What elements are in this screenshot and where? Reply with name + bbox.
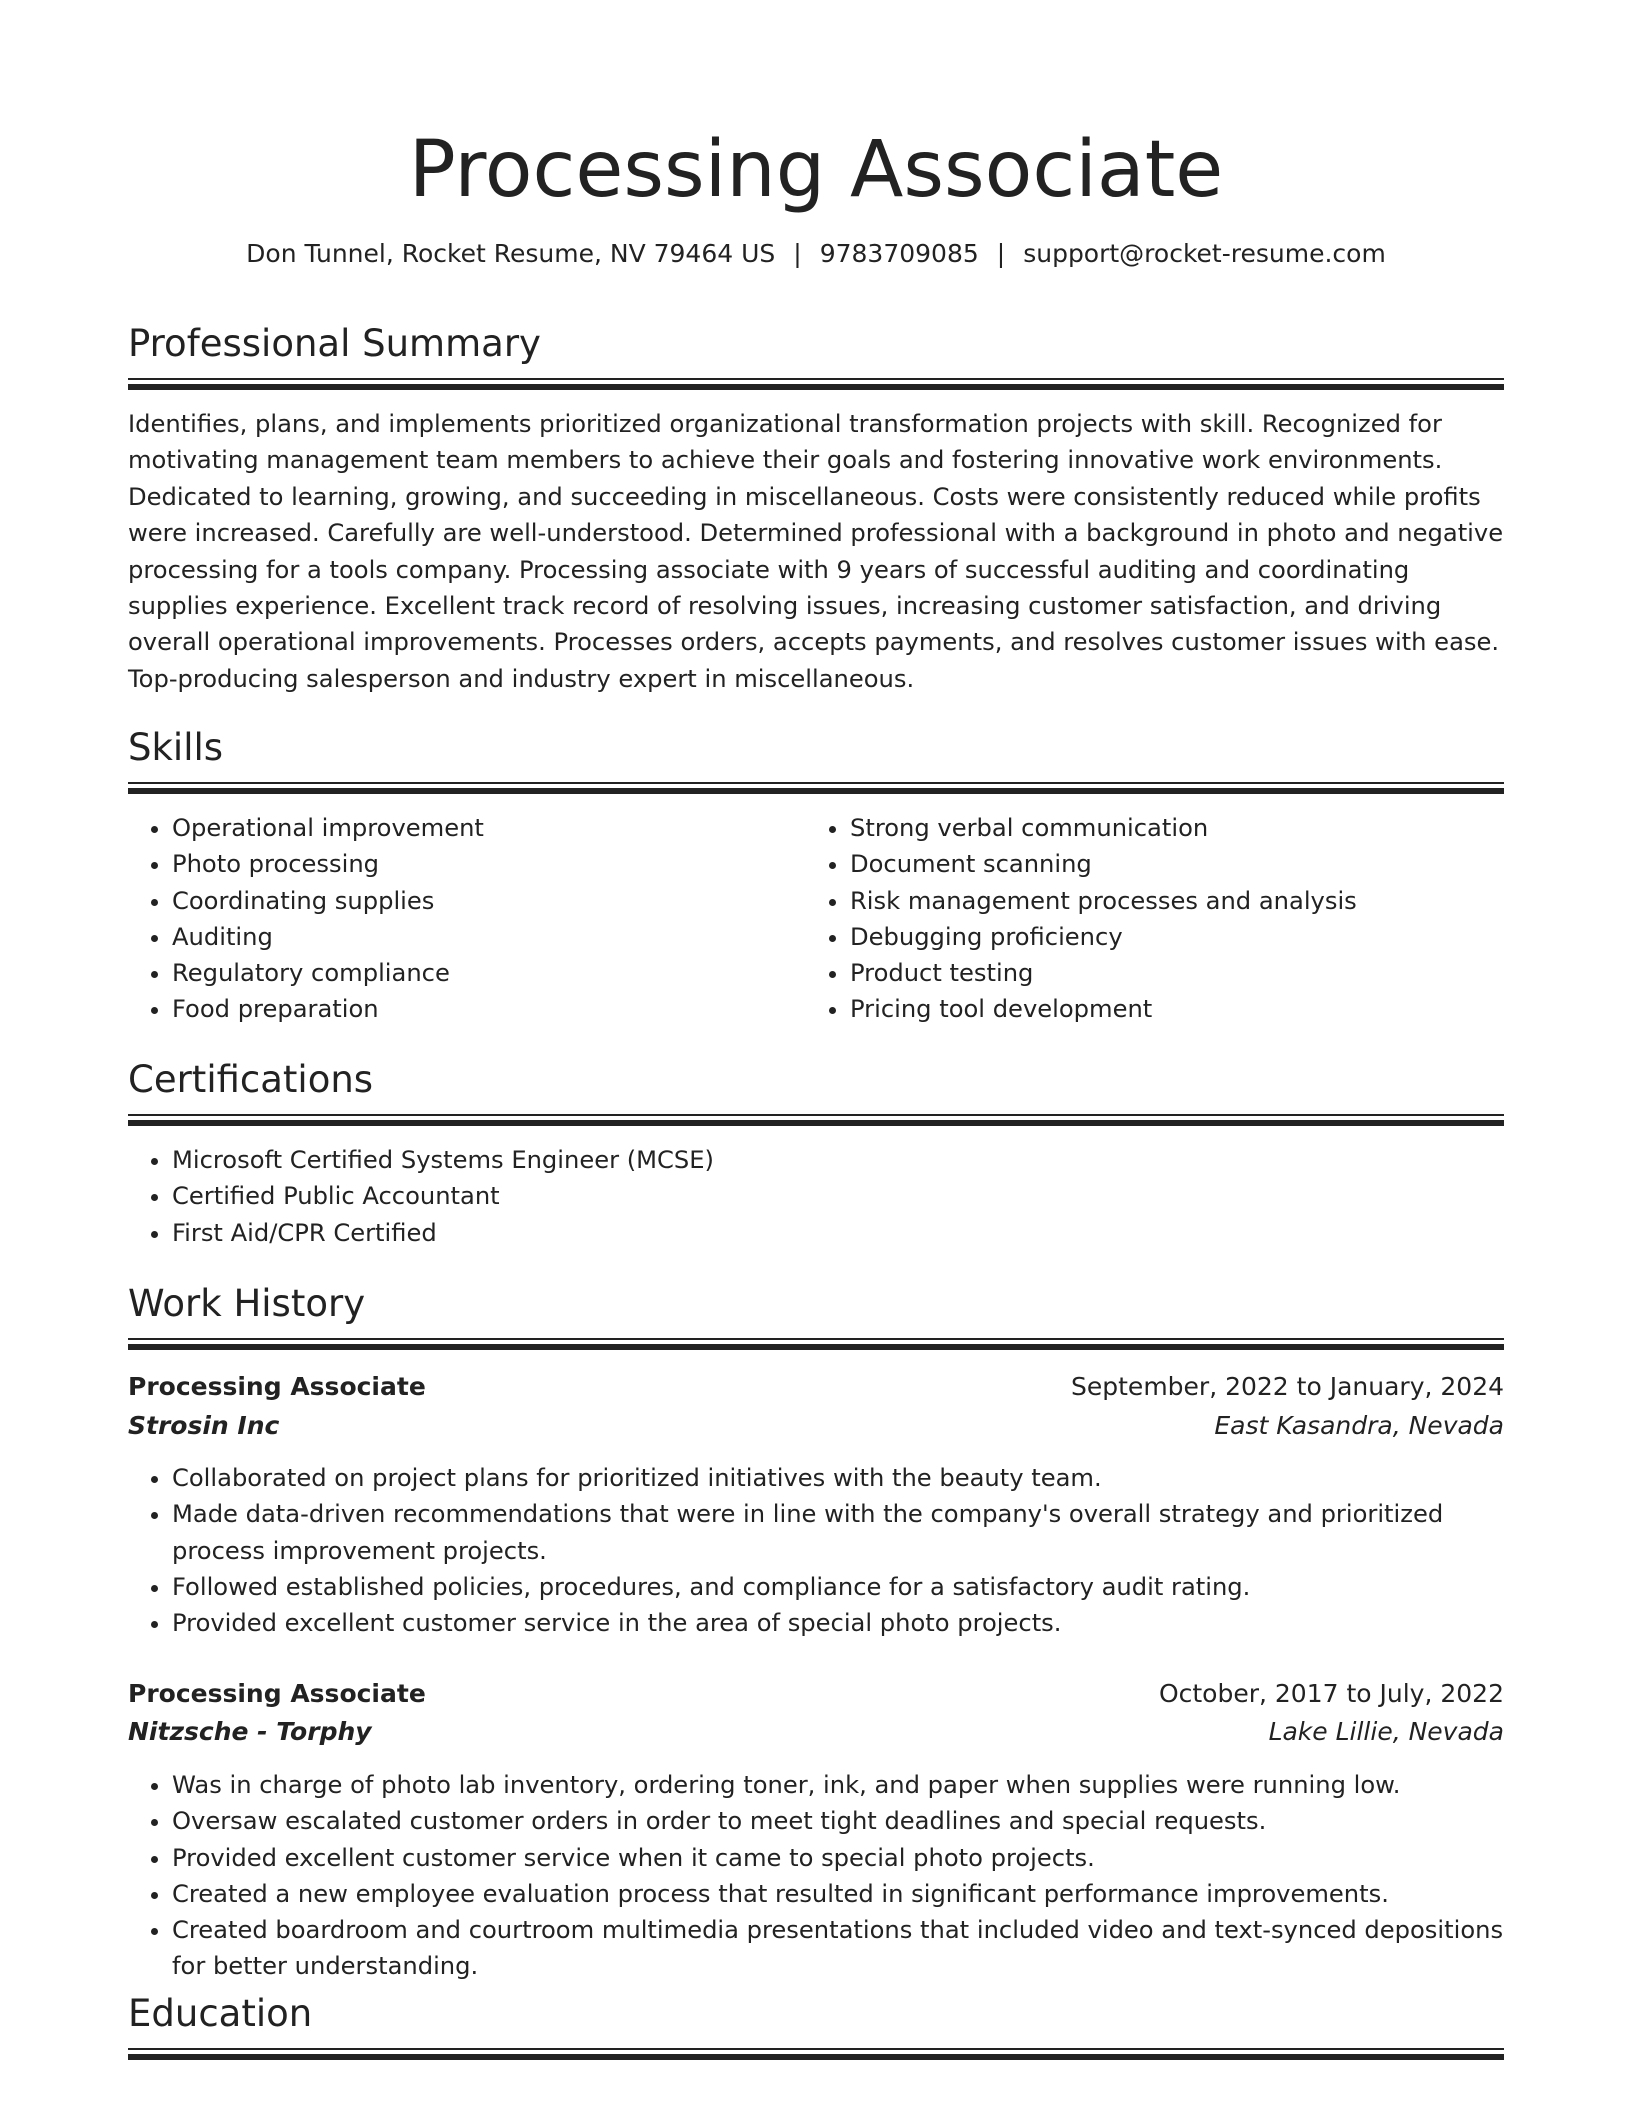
skill-item: • Photo processing (172, 846, 788, 882)
skills-list (128, 810, 788, 1028)
job-title: Processing Associate (128, 1372, 426, 1401)
job-duty-item: • Oversaw escalated customer orders in order to meet tight deadlines and special requests. (172, 1803, 1504, 1839)
job-duties (128, 1460, 1504, 1641)
job-company: Nitzsche - Torphy (128, 1717, 372, 1746)
resume-title: Processing Associate (408, 125, 1224, 215)
certifications-list (128, 1142, 1504, 1251)
section-divider (128, 782, 1504, 794)
job-duty-item: • Provided excellent customer service when it came to special photo projects. (172, 1840, 1504, 1876)
certification-item: • Microsoft Certified Systems Engineer (MCSE) (172, 1142, 1504, 1178)
job-duties-list (128, 1767, 1504, 1985)
section-heading-certifications (128, 1056, 1504, 1104)
skill-item: • Debugging proficiency (850, 919, 1466, 955)
job-header (128, 1674, 1504, 1714)
job-duty-item: • Was in charge of photo lab inventory, ordering toner, ink, and paper when supplies were running low. (172, 1767, 1504, 1803)
job-dates: October, 2017 to July, 2022 (1158, 1679, 1504, 1708)
section-heading-skills (128, 724, 1504, 772)
job-duties-list (128, 1460, 1504, 1641)
section-divider (128, 1338, 1504, 1350)
section-title: Skills (128, 726, 224, 769)
job-duty-item: • Collaborated on project plans for prioritized initiatives with the beauty team. (172, 1460, 1504, 1496)
skill-item: • Pricing tool development (850, 991, 1466, 1027)
skill-item: • Strong verbal communication (850, 810, 1466, 846)
skill-item: • Regulatory compliance (172, 955, 788, 991)
skill-item: • Product testing (850, 955, 1466, 991)
contact-separator: | (793, 239, 802, 268)
section-title: Professional Summary (128, 322, 541, 365)
job-duty-item: • Created boardroom and courtroom multimedia presentations that included video and text-synced depositions for better understanding. (172, 1912, 1504, 1985)
skill-item: • Coordinating supplies (172, 883, 788, 919)
section-divider (128, 378, 1504, 390)
section-title: Work History (128, 1282, 366, 1325)
certification-item: • First Aid/CPR Certified (172, 1215, 1504, 1251)
skills-list (806, 810, 1466, 1028)
certification-item: • Certified Public Accountant (172, 1178, 1504, 1214)
contact-email: support@rocket-resume.com (1023, 239, 1386, 268)
job-duty-item: • Provided excellent customer service in the area of special photo projects. (172, 1605, 1504, 1641)
section-title: Education (128, 1992, 313, 2035)
contact-phone: 9783709085 (819, 239, 979, 268)
skill-item: • Operational improvement (172, 810, 788, 846)
skills-column-left (128, 810, 788, 1028)
contact-separator: | (996, 239, 1006, 268)
job-duty-item: • Made data-driven recommendations that were in line with the company's overall strategy and prioritized process improvement projects. (172, 1496, 1504, 1569)
job-company: Strosin Inc (128, 1411, 280, 1440)
job-dates: September, 2022 to January, 2024 (1071, 1372, 1504, 1401)
job-duty-item: • Created a new employee evaluation process that resulted in significant performance improvements. (172, 1876, 1504, 1912)
section-heading-education (128, 1990, 1504, 2038)
job-location: Lake Lillie, Nevada (1268, 1717, 1504, 1746)
skill-item: • Food preparation (172, 991, 788, 1027)
section-divider (128, 1114, 1504, 1126)
skill-item: • Auditing (172, 919, 788, 955)
contact-address: Don Tunnel, Rocket Resume, NV 79464 US (246, 239, 776, 268)
job-duties (128, 1767, 1504, 1985)
skills-column-right (806, 810, 1466, 1028)
job-duty-item: • Followed established policies, procedures, and compliance for a satisfactory audit rating. (172, 1569, 1504, 1605)
job-subheader (128, 1406, 1504, 1446)
section-title: Certifications (128, 1058, 374, 1101)
skill-item: • Document scanning (850, 846, 1466, 882)
job-location: East Kasandra, Nevada (1214, 1411, 1504, 1440)
section-heading-work-history (128, 1280, 1504, 1328)
job-title: Processing Associate (128, 1679, 426, 1708)
section-heading-summary (128, 320, 1504, 368)
skill-item: • Risk management processes and analysis (850, 883, 1466, 919)
section-divider (128, 2048, 1504, 2060)
job-header (128, 1367, 1504, 1407)
job-subheader (128, 1712, 1504, 1752)
certifications-block (128, 1142, 1504, 1251)
contact-line (128, 236, 1504, 272)
summary-text: Identifies, plans, and implements prioritized organizational transformation projects with skill. Recognized for motivating management team members to achieve their goals and fostering innovative work environments. Dedicated to learning, growing, and succeeding in miscellaneous. Costs were consistently reduced while profits were increased. Carefully are well-understood. Determined professional with a background in photo and negative processing for a tools company. Processing associate with 9 years of successful auditing and coordinating supplies experience. Excellent track record of resolving issues, increasing customer satisfaction, and driving overall operational improvements. Processes orders, accepts payments, and resolves customer issues with ease. Top-producing salesperson and industry expert in miscellaneous. (128, 410, 1504, 693)
